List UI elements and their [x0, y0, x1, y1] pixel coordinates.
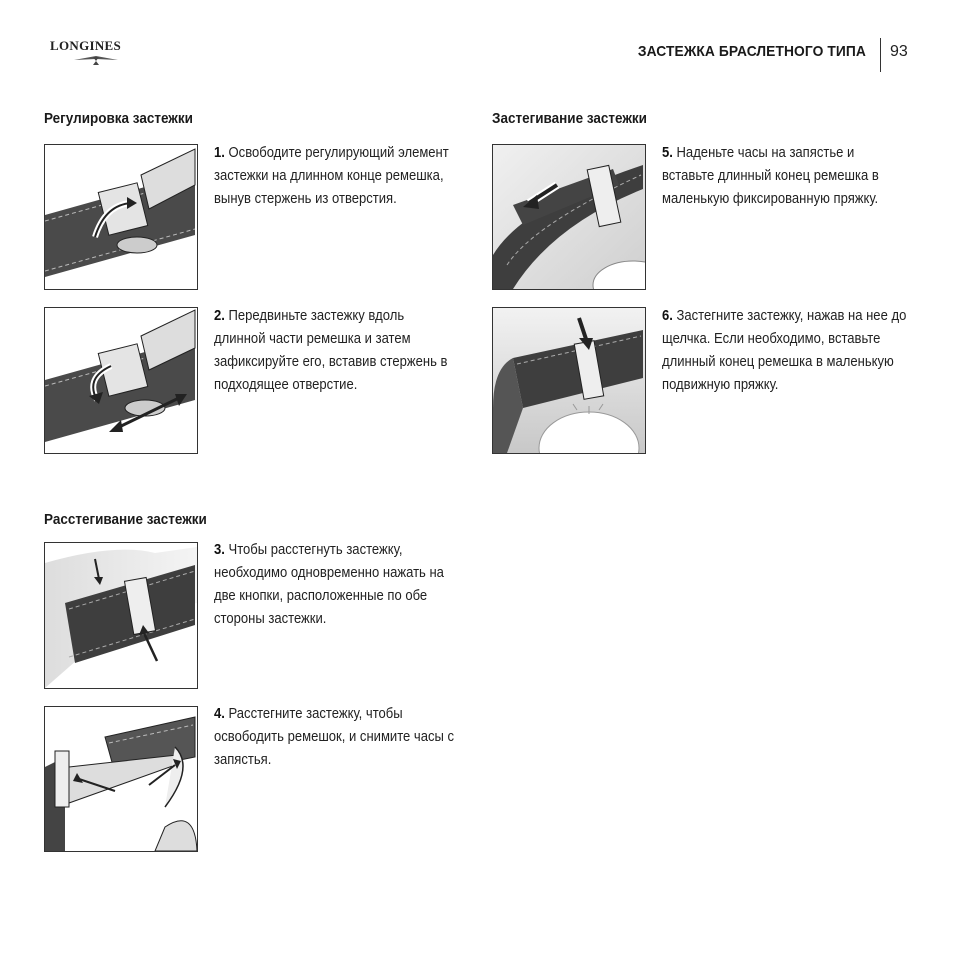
header-divider	[880, 38, 881, 72]
step-3-instruction: Чтобы расстегнуть застежку, необходимо одновременно нажать на две кнопки, расположенные по обе стороны застежки.	[214, 542, 444, 627]
winged-hourglass-icon	[50, 54, 142, 68]
illustration-step-4	[44, 706, 198, 852]
step-4-instruction: Расстегните застежку, чтобы освободить ремешок, и снимите часы с запястья.	[214, 706, 455, 768]
step-2-number: 2.	[214, 308, 225, 324]
illustration-step-5	[492, 144, 646, 290]
section-title-close: Застегивание застежки	[492, 110, 647, 127]
step-1-instruction: Освободите регулирующий элемент застежки на длинном конце ремешка, вынув стержень из отверстия.	[214, 145, 449, 207]
illustration-step-6	[492, 307, 646, 454]
step-4-number: 4.	[214, 706, 225, 722]
section-title-open: Расстегивание застежки	[44, 511, 207, 528]
step-1-number: 1.	[214, 145, 225, 161]
step-6-number: 6.	[662, 308, 673, 324]
step-3-number: 3.	[214, 542, 225, 558]
illustration-step-3	[44, 542, 198, 689]
step-3-text	[214, 539, 459, 631]
step-1-text	[214, 142, 459, 211]
chapter-title: ЗАСТЕЖКА БРАСЛЕТНОГО ТИПА	[637, 43, 866, 60]
step-6-text	[662, 305, 907, 397]
step-2-instruction: Передвиньте застежку вдоль длинной части ремешка и затем зафиксируйте его, вставив стержень в подходящее отверстие.	[214, 308, 448, 393]
illustration-step-1	[44, 144, 198, 290]
step-5-number: 5.	[662, 145, 673, 161]
step-4-text	[214, 703, 459, 772]
page-number: 93	[890, 43, 908, 60]
step-2-text	[214, 305, 459, 397]
step-6-instruction: Застегните застежку, нажав на нее до щелчка. Если необходимо, вставьте длинный конец ремешка в маленькую подвижную пряжку.	[662, 308, 907, 393]
step-5-text	[662, 142, 907, 211]
brand-name: LONGINES	[50, 38, 122, 53]
longines-logo	[50, 38, 142, 66]
section-title-adjust: Регулировка застежки	[44, 110, 193, 127]
illustration-step-2	[44, 307, 198, 454]
step-5-instruction: Наденьте часы на запястье и вставьте длинный конец ремешка в маленькую фиксированную пряжку.	[662, 145, 879, 207]
